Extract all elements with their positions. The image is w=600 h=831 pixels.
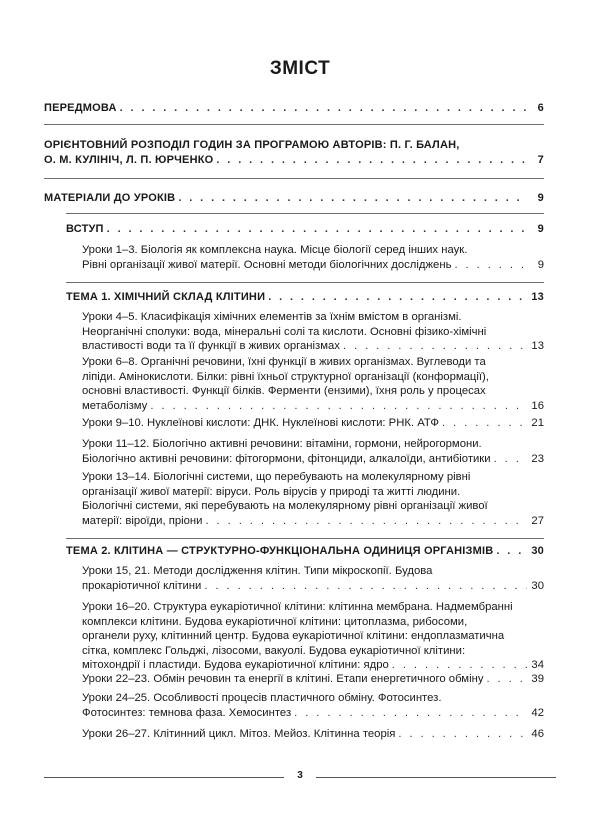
footer-rule-left (44, 777, 284, 778)
toc-entry-title: Біологічні системи, які перебувають на молекулярному рівні організації живої (82, 500, 488, 512)
toc-entry-title: властивості води та її функції в живих організмах (82, 340, 340, 352)
toc-entry-title: Уроки 4–5. Класифікація хімічних елементів за їхнім вмістом в організмі. (82, 311, 462, 323)
page-number: 3 (297, 770, 303, 781)
toc-entry-title: Уроки 24–25. Особливості процесів пластичного обміну. Фотосинтез. (82, 692, 442, 704)
leader-dots (392, 658, 527, 673)
leader-dots (494, 452, 527, 467)
leader-dots (204, 579, 527, 594)
toc-entry-title: Уроки 16–20. Структура еукаріотичної клітини: клітинна мембрана. Надмембранні (82, 601, 513, 613)
toc-entry-title: Уроки 13–14. Біологічні системи, що перебувають на молекулярному рівні (82, 471, 471, 483)
toc-entry-title: ліпіди. Амінокислоти. Білки: рівні їхньої структурної організації (конформації), (82, 370, 489, 383)
toc-entry-lesson[interactable] (82, 470, 544, 528)
toc-entry-topic-1[interactable] (66, 290, 544, 305)
leader-dots (120, 101, 527, 116)
toc-entry-title: МАТЕРІАЛИ ДО УРОКІВ (44, 192, 176, 204)
toc-page-number: 16 (531, 399, 544, 412)
toc-entry-title: Уроки 6–8. Органічні речовини, їхні функції в живих організмах. Вуглеводи та (82, 356, 486, 368)
toc-entry-title: основні властивості. Функції білків. Ферменти (ензими), їхня роль у процесах (82, 385, 486, 397)
toc-page-number: 9 (537, 258, 544, 271)
toc-entry-title: метаболізму (82, 399, 148, 412)
toc-entry-title: Уроки 1–3. Біологія як комплексна наука. Місце біології серед інших наук. (82, 244, 468, 256)
toc-page-number: 42 (531, 706, 544, 719)
toc-entry-lesson[interactable] (82, 437, 544, 466)
toc-entry-lesson[interactable] (82, 355, 544, 413)
leader-dots (398, 727, 527, 742)
toc-entry-intro[interactable] (66, 222, 544, 237)
toc-entry-title: Уроки 15, 21. Методи дослідження клітин. Типи мікроскопії. Будова (82, 565, 433, 577)
leader-dots (216, 153, 527, 168)
leader-dots (454, 258, 527, 273)
toc-entry-lesson[interactable] (82, 600, 544, 673)
footer-rule-right (316, 777, 556, 778)
separator (66, 282, 544, 283)
separator (44, 124, 544, 125)
toc-entry-title: матерії: віроїди, пріони (82, 514, 203, 527)
toc-entry-title: Уроки 22–23. Обмін речовин та енергії в клітині. Етапи енергетичного обміну (82, 673, 484, 685)
toc-page-number: 6 (537, 102, 544, 114)
toc-entry-title: ТЕМА 1. ХІМІЧНИЙ СКЛАД КЛІТИНИ (66, 291, 266, 303)
toc-entry-title: ВСТУП (66, 223, 104, 235)
toc-entry-title: О. М. КУЛІНІЧ, Л. П. ЮРЧЕНКО (44, 153, 214, 166)
toc-entry-title: Уроки 26–27. Клітинний цикл. Мітоз. Мейоз. Клітинна теорія (82, 728, 396, 740)
leader-dots (442, 416, 527, 431)
leader-dots (178, 191, 527, 206)
toc-page-number: 39 (531, 673, 544, 685)
leader-dots (496, 544, 527, 559)
toc-entry-title: Біологічно активні речовини: фітогормони, фітонциди, алкалоїди, антибіотики (82, 452, 491, 465)
toc-entry-title: сітка, комплекс Гольджі, лізосоми, вакуолі. Будова еукаріотичної клітини: (82, 644, 466, 657)
toc-page-number: 9 (537, 192, 544, 204)
toc-entry-title: ОРІЄНТОВНИЙ РОЗПОДІЛ ГОДИН ЗА ПРОГРАМОЮ АВТОРІВ: П. Г. БАЛАН, (44, 139, 460, 151)
toc-entry-title: організації живої матерії: віруси. Роль вірусів у природі та житті людини. (82, 485, 461, 498)
toc-entry-title: комплекси клітини. Будова еукаріотичної клітини: цитоплазма, рибосоми, (82, 615, 468, 628)
toc-entry-title: ПЕРЕДМОВА (44, 102, 117, 114)
separator (66, 213, 544, 214)
toc-entry-lesson[interactable] (82, 243, 544, 272)
toc-page-number: 23 (531, 452, 544, 465)
toc-entry-lesson[interactable] (82, 310, 544, 354)
leader-dots (343, 339, 527, 354)
toc-entry-title: Фотосинтез: темнова фаза. Хемосинтез (82, 706, 292, 719)
toc-page-number: 7 (537, 153, 544, 166)
leader-dots (150, 399, 527, 414)
toc-entry-title: Неорганічні сполуки: вода, мінеральні солі та кислоти. Основні фізико-хімічні (82, 325, 487, 338)
leader-dots (294, 706, 527, 721)
separator (44, 178, 544, 179)
toc-page-number: 9 (537, 223, 544, 235)
toc-entry-title: мітохондрії і пластиди. Будова еукаріотичної клітини: ядро (82, 659, 389, 671)
toc-entry-lesson[interactable] (82, 691, 544, 720)
leader-dots (268, 290, 527, 305)
toc-page-number: 46 (531, 728, 544, 740)
toc-entry-lesson[interactable] (82, 416, 544, 431)
toc-entry-title: органели руху, клітинний центр. Будова еукаріотичної клітини: ендоплазматична (82, 630, 505, 642)
leader-dots (205, 514, 527, 529)
separator (66, 538, 544, 539)
toc-entry-lesson[interactable] (82, 727, 544, 742)
toc-page-number: 27 (531, 514, 544, 527)
toc-page-number: 13 (531, 340, 544, 352)
toc-entry-lesson[interactable] (82, 564, 544, 593)
toc-entry-title: Уроки 9–10. Нуклеїнові кислоти: ДНК. Нуклеїнові кислоти: РНК. АТФ (82, 417, 439, 429)
toc-page-number: 13 (531, 291, 544, 303)
toc-page-number: 30 (531, 545, 544, 557)
toc-entry-lesson-materials[interactable] (44, 191, 544, 206)
toc-entry-title: ТЕМА 2. КЛІТИНА — СТРУКТУРНО-ФУНКЦІОНАЛЬНА ОДИНИЦЯ ОРГАНІЗМІВ (66, 545, 494, 557)
toc-entry-topic-2[interactable] (66, 544, 544, 559)
toc-entry-lesson[interactable] (82, 672, 544, 687)
toc-entry-preface[interactable] (44, 101, 544, 116)
toc-entry-hours-distribution[interactable] (44, 138, 544, 167)
toc-page-number: 21 (531, 417, 544, 429)
toc-page-number: 30 (531, 579, 544, 592)
toc-entry-title: Рівні організації живої матерії. Основні методи біологічних досліджень (82, 258, 452, 271)
toc-page-number: 34 (531, 659, 544, 671)
page-title: ЗМІСТ (269, 58, 331, 79)
leader-dots (486, 672, 527, 687)
toc-entry-title: Уроки 11–12. Біологічно активні речовини: вітаміни, гормони, нейрогормони. (82, 438, 482, 450)
leader-dots (107, 222, 527, 237)
toc-entry-title: прокаріотичної клітини (82, 579, 202, 592)
